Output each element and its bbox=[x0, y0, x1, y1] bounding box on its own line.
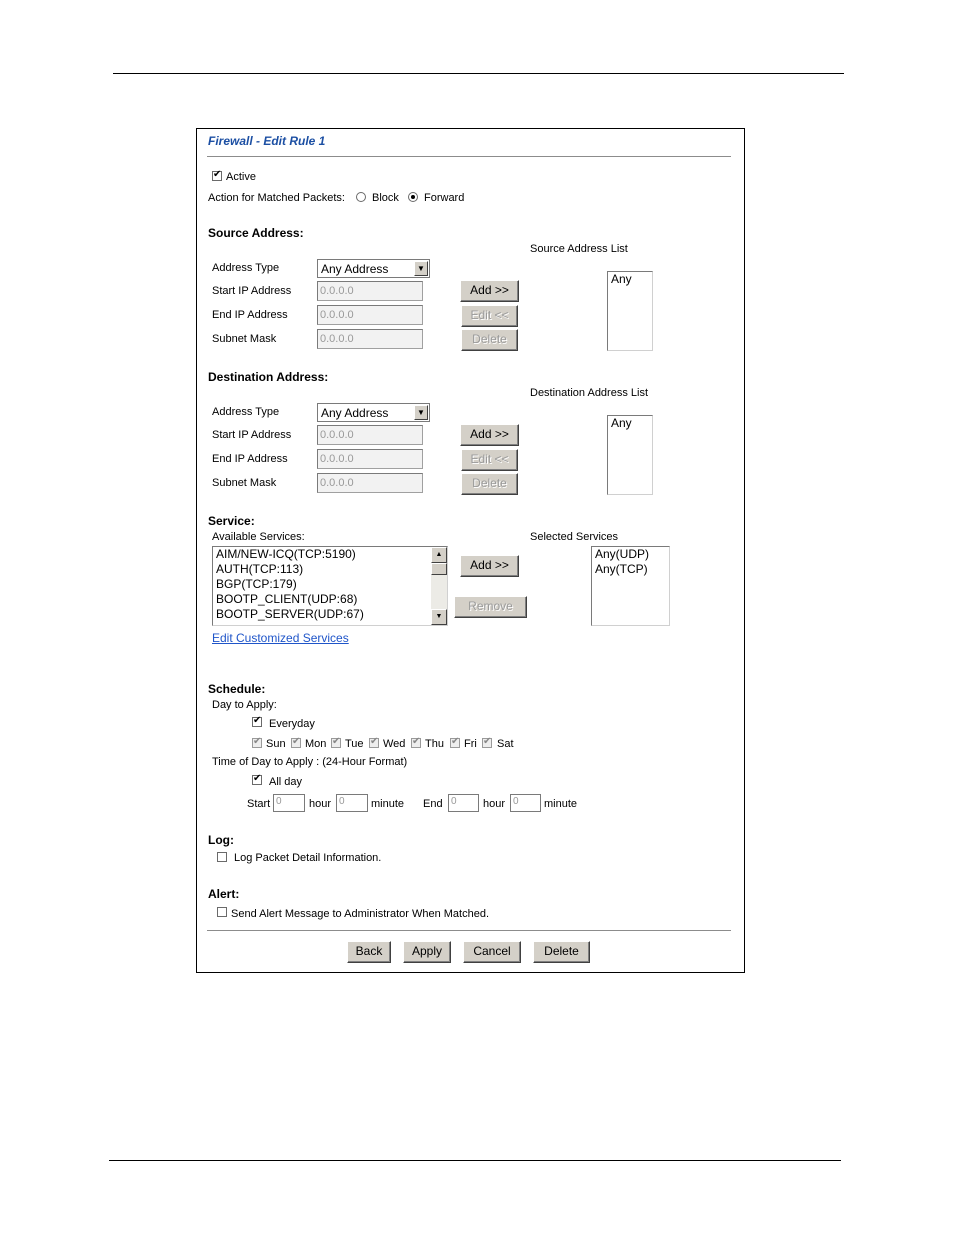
destination-address-list-label: Destination Address List bbox=[530, 387, 649, 399]
mon-checkbox[interactable] bbox=[291, 738, 301, 748]
day-to-apply-label: Day to Apply: bbox=[212, 699, 277, 711]
destination-start-ip-label: Start IP Address bbox=[212, 429, 292, 441]
send-alert-label: Send Alert Message to Administrator When Matched. bbox=[231, 908, 490, 920]
start-minute-label: minute bbox=[371, 798, 405, 810]
back-button[interactable]: Back bbox=[347, 941, 391, 963]
title-divider bbox=[207, 156, 731, 157]
thu-checkbox[interactable] bbox=[411, 738, 421, 748]
list-item[interactable]: BOOTP_SERVER(UDP:67) bbox=[216, 607, 364, 621]
cancel-button[interactable]: Cancel bbox=[463, 941, 521, 963]
selected-services-listbox[interactable] bbox=[591, 546, 670, 626]
sat-label: Sat bbox=[497, 738, 514, 750]
everyday-label: Everyday bbox=[269, 718, 315, 730]
source-subnet-mask-label: Subnet Mask bbox=[212, 333, 277, 345]
available-services-listbox[interactable] bbox=[212, 546, 448, 626]
page-title: Firewall - Edit Rule 1 bbox=[208, 134, 326, 148]
chevron-down-icon: ▼ bbox=[414, 261, 428, 276]
service-add-button[interactable]: Add >> bbox=[460, 555, 519, 577]
scroll-down-icon[interactable]: ▼ bbox=[431, 609, 447, 625]
active-checkbox[interactable] bbox=[212, 171, 222, 181]
service-remove-button[interactable]: Remove bbox=[454, 596, 527, 618]
source-end-ip-input[interactable] bbox=[317, 305, 423, 325]
scroll-up-icon[interactable]: ▲ bbox=[431, 547, 447, 563]
list-item[interactable]: Any bbox=[611, 416, 632, 430]
destination-subnet-mask-label: Subnet Mask bbox=[212, 477, 277, 489]
page-top-rule bbox=[113, 73, 844, 74]
list-item[interactable]: Any bbox=[611, 272, 632, 286]
available-services-scrollbar[interactable] bbox=[431, 547, 447, 625]
selected-services-label: Selected Services bbox=[530, 531, 619, 543]
all-day-checkbox[interactable] bbox=[252, 775, 262, 785]
tue-label: Tue bbox=[345, 738, 364, 750]
log-packet-label: Log Packet Detail Information. bbox=[234, 852, 382, 864]
footer-divider bbox=[207, 930, 731, 931]
source-end-ip-label: End IP Address bbox=[212, 309, 288, 321]
alert-header: Alert: bbox=[208, 887, 240, 901]
wed-label: Wed bbox=[383, 738, 406, 750]
destination-subnet-mask-input[interactable] bbox=[317, 473, 423, 493]
log-header: Log: bbox=[208, 833, 234, 847]
source-address-type-select[interactable] bbox=[317, 259, 430, 278]
destination-end-ip-label: End IP Address bbox=[212, 453, 288, 465]
edit-customized-services-link[interactable]: Edit Customized Services bbox=[212, 631, 349, 645]
destination-delete-button[interactable]: Delete bbox=[461, 473, 518, 495]
start-minute-input[interactable]: 0 bbox=[336, 794, 368, 812]
list-item[interactable]: Any(UDP) bbox=[595, 547, 650, 561]
action-label: Action for Matched Packets: bbox=[208, 192, 345, 204]
list-item[interactable]: BOOTP_CLIENT(UDP:68) bbox=[216, 592, 358, 606]
source-address-header: Source Address: bbox=[208, 226, 304, 240]
source-edit-button[interactable]: Edit << bbox=[461, 305, 518, 327]
delete-button[interactable]: Delete bbox=[533, 941, 590, 963]
destination-end-ip-input[interactable] bbox=[317, 449, 423, 469]
source-delete-button[interactable]: Delete bbox=[461, 329, 518, 351]
destination-edit-button[interactable]: Edit << bbox=[461, 449, 518, 471]
destination-add-button[interactable]: Add >> bbox=[460, 424, 519, 446]
scroll-thumb[interactable] bbox=[431, 563, 447, 575]
end-minute-input[interactable]: 0 bbox=[510, 794, 541, 812]
source-address-type-value: Any Address bbox=[321, 262, 389, 276]
sat-checkbox[interactable] bbox=[482, 738, 492, 748]
destination-address-type-value: Any Address bbox=[321, 406, 389, 420]
forward-radio[interactable] bbox=[408, 192, 418, 202]
thu-label: Thu bbox=[425, 738, 444, 750]
mon-label: Mon bbox=[305, 738, 327, 750]
fri-label: Fri bbox=[464, 738, 477, 750]
sun-label: Sun bbox=[266, 738, 286, 750]
service-header: Service: bbox=[208, 514, 255, 528]
send-alert-checkbox[interactable] bbox=[217, 907, 227, 917]
all-day-label: All day bbox=[269, 776, 303, 788]
list-item[interactable]: BGP(TCP:179) bbox=[216, 577, 297, 591]
end-minute-label: minute bbox=[544, 798, 578, 810]
source-start-ip-label: Start IP Address bbox=[212, 285, 292, 297]
start-hour-label: hour bbox=[309, 798, 332, 810]
block-radio-label: Block bbox=[372, 192, 399, 204]
destination-address-header: Destination Address: bbox=[208, 370, 329, 384]
end-label: End bbox=[423, 798, 443, 810]
source-start-ip-input[interactable] bbox=[317, 281, 423, 301]
apply-button[interactable]: Apply bbox=[403, 941, 451, 963]
destination-address-type-select[interactable] bbox=[317, 403, 430, 422]
source-add-button[interactable]: Add >> bbox=[460, 280, 519, 302]
wed-checkbox[interactable] bbox=[369, 738, 379, 748]
source-address-listbox[interactable] bbox=[607, 271, 653, 351]
end-hour-input[interactable]: 0 bbox=[448, 794, 479, 812]
log-packet-checkbox[interactable] bbox=[217, 852, 227, 862]
list-item[interactable]: AIM/NEW-ICQ(TCP:5190) bbox=[216, 547, 356, 561]
everyday-checkbox[interactable] bbox=[252, 717, 262, 727]
time-of-day-label: Time of Day to Apply : (24-Hour Format) bbox=[212, 756, 408, 768]
schedule-header: Schedule: bbox=[208, 682, 266, 696]
destination-start-ip-input[interactable] bbox=[317, 425, 423, 445]
forward-radio-label: Forward bbox=[424, 192, 465, 204]
destination-address-listbox[interactable] bbox=[607, 415, 653, 495]
destination-address-type-label: Address Type bbox=[212, 406, 280, 418]
source-address-list-label: Source Address List bbox=[530, 243, 628, 255]
start-label: Start bbox=[247, 798, 271, 810]
sun-checkbox[interactable] bbox=[252, 738, 262, 748]
fri-checkbox[interactable] bbox=[450, 738, 460, 748]
chevron-down-icon: ▼ bbox=[414, 405, 428, 420]
start-hour-input[interactable]: 0 bbox=[273, 794, 305, 812]
block-radio[interactable] bbox=[356, 192, 366, 202]
available-services-label: Available Services: bbox=[212, 531, 305, 543]
source-address-type-label: Address Type bbox=[212, 262, 280, 274]
list-item[interactable]: Any(TCP) bbox=[595, 562, 648, 576]
list-item[interactable]: AUTH(TCP:113) bbox=[216, 562, 304, 576]
active-label: Active bbox=[226, 171, 256, 183]
source-subnet-mask-input[interactable] bbox=[317, 329, 423, 349]
page-bottom-rule bbox=[109, 1160, 841, 1161]
end-hour-label: hour bbox=[483, 798, 506, 810]
tue-checkbox[interactable] bbox=[331, 738, 341, 748]
